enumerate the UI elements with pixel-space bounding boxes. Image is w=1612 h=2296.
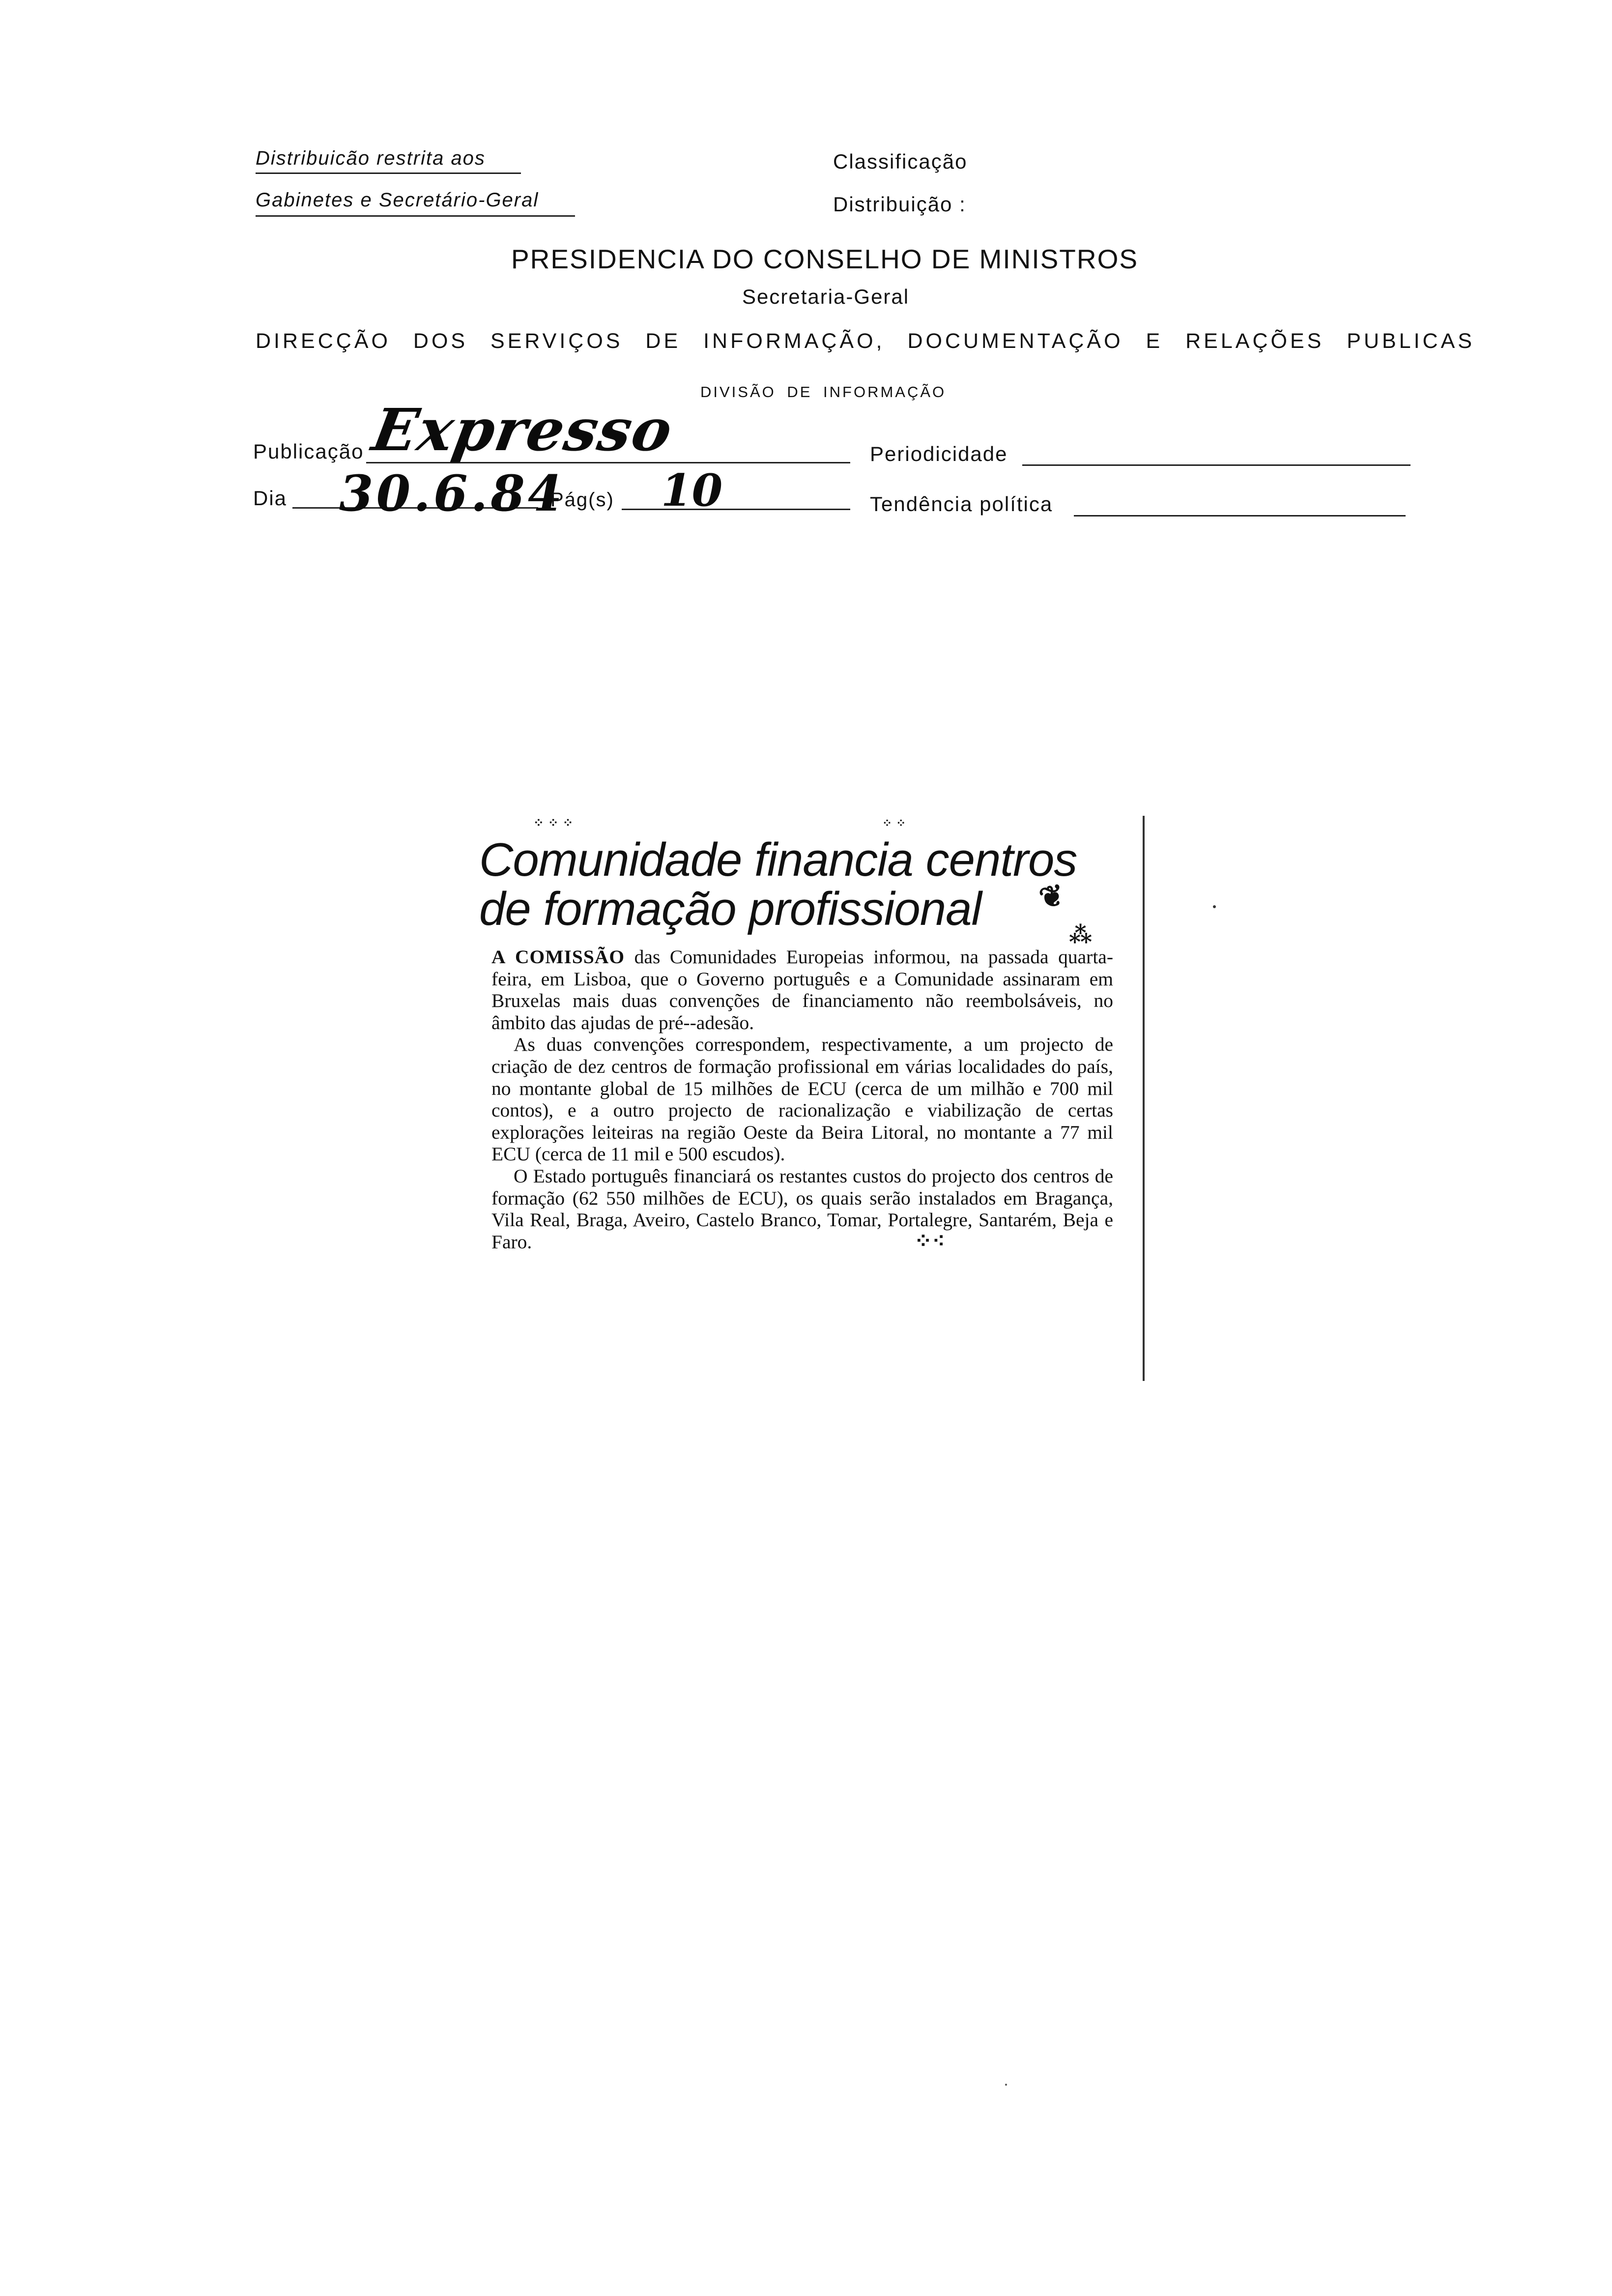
clipping-headline-line1: Comunidade financia centros xyxy=(479,833,1077,886)
distribution-restricted-line1: Distribuicão restrita aos xyxy=(256,147,521,174)
publication-handwritten-value: Expresso xyxy=(367,396,678,464)
ink-smudge: ⁘⁘⁘ xyxy=(533,816,577,831)
stamp-mark: ❦ xyxy=(1036,877,1068,917)
pages-handwritten-value: 10 xyxy=(661,464,723,517)
pages-field-line xyxy=(622,509,850,510)
clipping-body xyxy=(491,946,1113,1253)
tendency-label: Tendência política xyxy=(870,492,1053,516)
division-title: DIVISÃO DE INFORMAÇÃO xyxy=(700,383,947,401)
periodicity-field-line xyxy=(1022,464,1410,466)
clipping-paragraph-1-lead: A COMISSÃO xyxy=(491,946,625,968)
ink-smudge: ⁘⁘ xyxy=(882,816,910,830)
clipping-paragraph-1-text: das Comunidades Europeias informou, na passada quarta-feira, em Lisboa, que o Governo português e a Comunidade assinaram em Bruxelas mais duas convenções de financiamento não reembolsáveis, no âmbito das ajudas de pré--adesão. xyxy=(491,946,1113,1033)
day-label: Dia xyxy=(253,487,288,510)
margin-dot xyxy=(1213,905,1216,908)
clipping-headline-line2: de formação profissional xyxy=(479,883,981,935)
secretariat-title: Secretaria-Geral xyxy=(742,285,910,308)
newspaper-clipping xyxy=(469,816,1145,1381)
ink-smudge: ⁘⁖ xyxy=(914,1229,945,1254)
clipping-paragraph-2: As duas convenções correspondem, respectivamente, a um projecto de criação de dez centros de formação profissional em várias localidades do país, no montante global de 15 milhões de ECU (cerca de um milhão e 700 mil contos), e a outro projecto de racionalização e viabilização de certas explorações leiteiras na região Oeste da Beira Litoral, no montante a 77 mil ECU (cerca de 11 mil e 500 escudos). xyxy=(491,1033,1113,1165)
classification-label: Classificação xyxy=(833,150,968,173)
tendency-field-line xyxy=(1074,515,1406,517)
publication-label: Publicação xyxy=(253,440,364,463)
distribution-restricted-line2: Gabinetes e Secretário-Geral xyxy=(256,189,575,217)
margin-dot xyxy=(1005,2084,1007,2086)
distribution-label: Distribuição : xyxy=(833,193,966,216)
clipping-paragraph-1 xyxy=(491,946,1113,1033)
clipping-paragraph-3: O Estado português financiará os restantes custos do projecto dos centros de formação (62 550 milhões de ECU), os quais serão instalados em Bragança, Vila Real, Braga, Aveiro, Castelo Branco, Tomar, Portalegre, Santarém, Beja e Faro. xyxy=(491,1165,1113,1253)
ministry-title: PRESIDENCIA DO CONSELHO DE MINISTROS xyxy=(511,244,1139,274)
periodicity-label: Periodicidade xyxy=(870,442,1008,465)
ink-smudge: ⁂ xyxy=(1069,921,1093,948)
directorate-title: DIRECÇÃO DOS SERVIÇOS DE INFORMAÇÃO, DOCUMENTAÇÃO E RELAÇÕES PUBLICAS xyxy=(256,329,1475,353)
pages-label: Pág(s) xyxy=(550,489,614,511)
day-handwritten-value: 30.6.84 xyxy=(339,464,565,522)
